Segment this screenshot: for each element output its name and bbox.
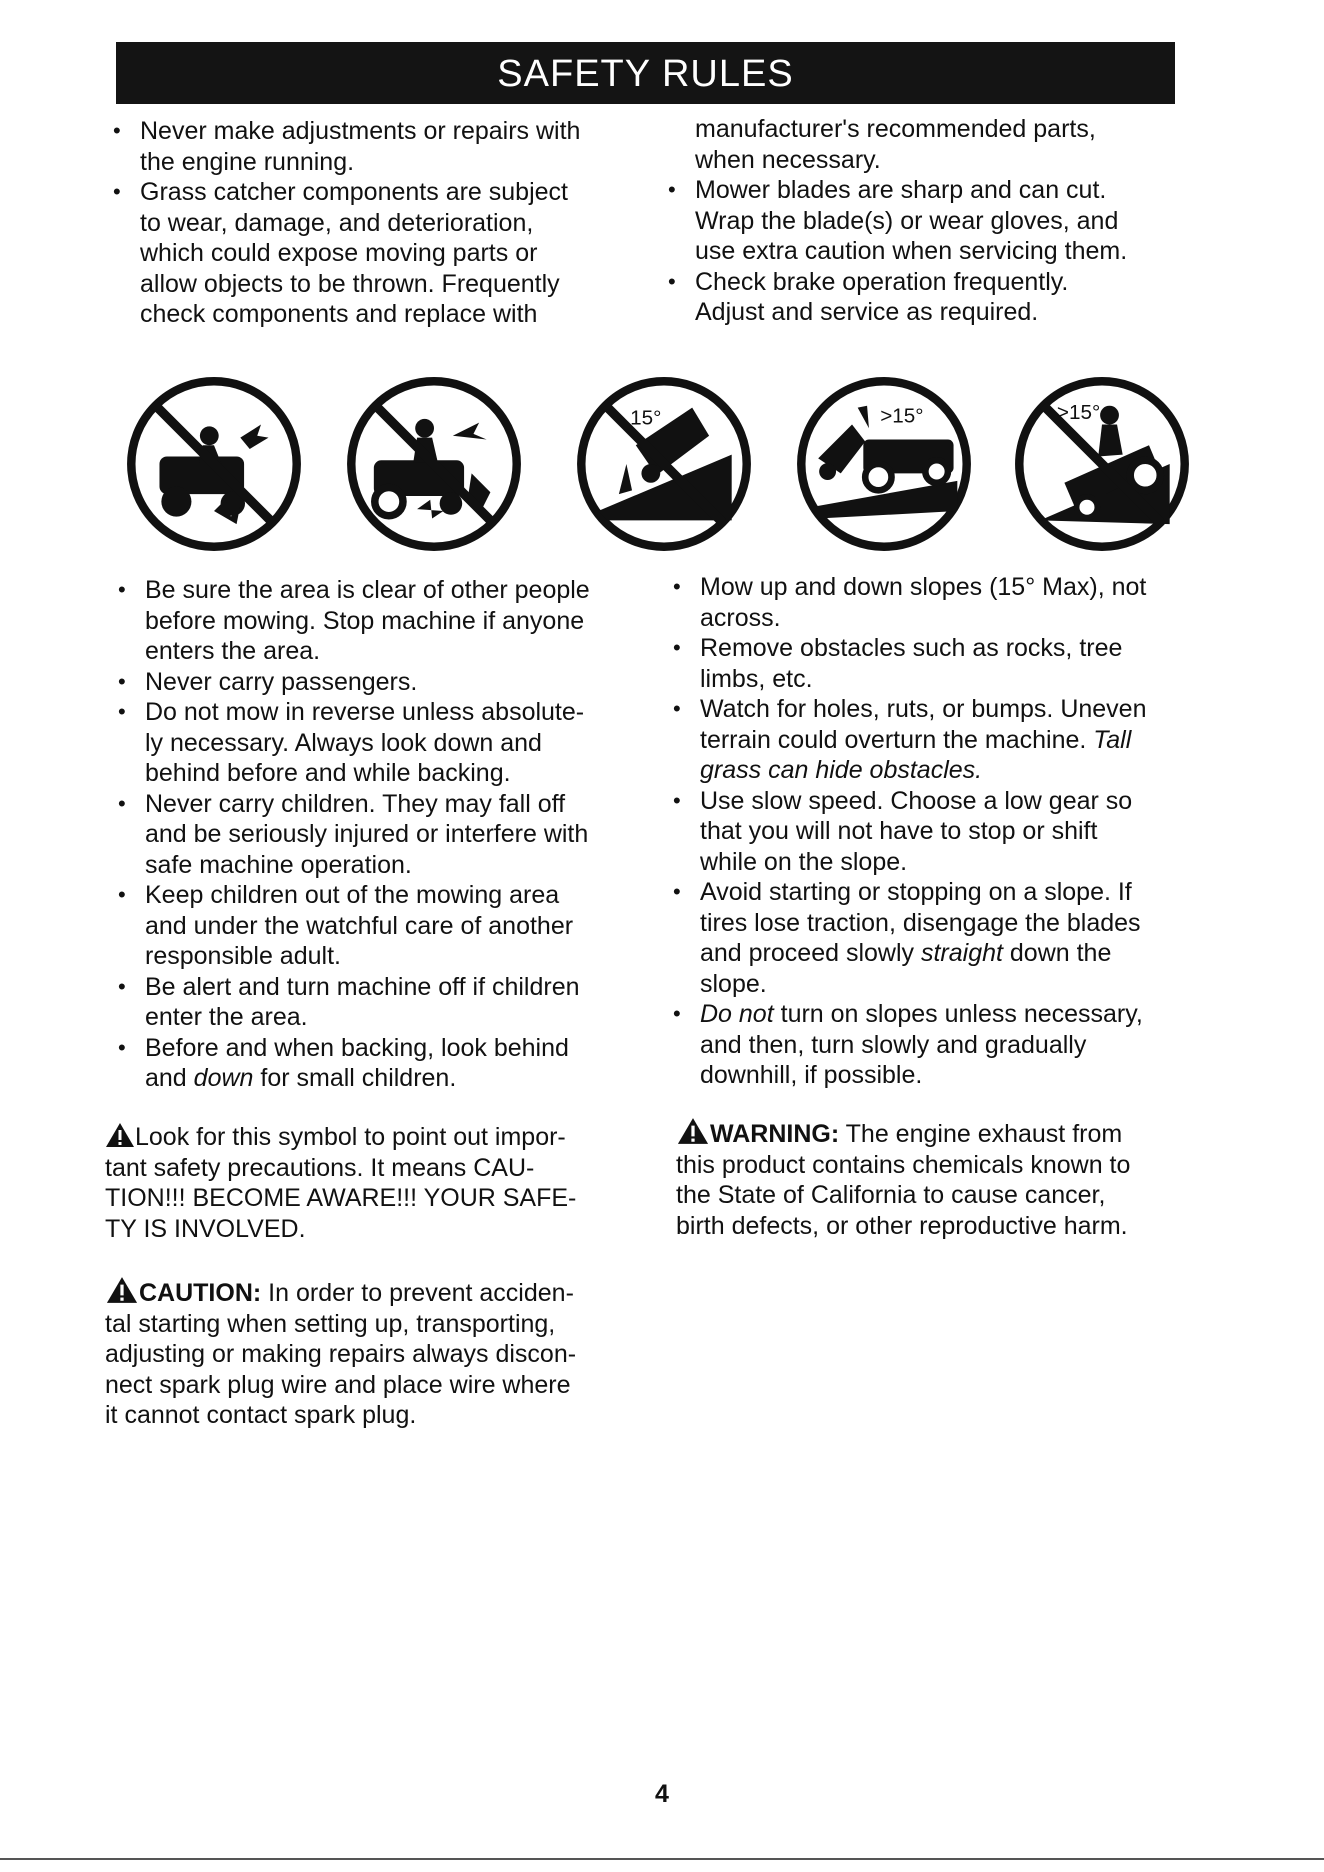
bullet-continuation: enters the area. [145, 637, 321, 665]
bullet-item: • Watch for holes, ruts, or bumps. Uneven [665, 694, 1210, 725]
slope-angle-label: >15° [1056, 400, 1101, 424]
slope-overturn-icon [790, 370, 978, 558]
no-passenger-blade-icon [120, 370, 308, 558]
no-slope-tip-icon [570, 370, 758, 558]
note-line: this product contains chemicals known to [676, 1150, 1131, 1179]
safety-icons-row [120, 360, 1210, 570]
section-header [116, 42, 1175, 104]
bullet-continuation: downhill, if possible. [700, 1061, 923, 1089]
bullet-continuation: which could expose moving parts or [140, 239, 538, 267]
bullet-continuation: before mowing. Stop machine if anyone [145, 606, 585, 635]
bullet-item: • Grass catcher components are subject [105, 177, 645, 208]
note-line: TION!!! BECOME AWARE!!! YOUR SAFE- [105, 1184, 577, 1212]
top-right-column [660, 114, 1205, 328]
bullet-continuation: while on the slope. [700, 847, 908, 876]
mid-right-column [665, 572, 1210, 1091]
caution-label: CAUTION: [139, 1279, 262, 1307]
bullet-continuation: behind before and while backing. [145, 759, 511, 787]
bullet-continuation: that you will not have to stop or shift [700, 817, 1098, 845]
bullet-continuation [665, 725, 1210, 756]
bullet-continuation: use extra caution when servicing them. [695, 237, 1128, 265]
note-line: the State of California to cause cancer, [676, 1181, 1106, 1209]
text-segment: down the [1002, 939, 1112, 967]
text-segment: and [145, 1064, 194, 1092]
bullet-item: • Be alert and turn machine off if children [110, 972, 655, 1003]
note-line: Look for this symbol to point out impor- [135, 1123, 566, 1151]
mid-left-column [110, 575, 655, 1094]
bullet-item: • Check brake operation frequently. [660, 267, 1205, 298]
bullet-item: • Mower blades are sharp and can cut. [660, 175, 1205, 206]
bullet-item: • Mow up and down slopes (15° Max), not [665, 572, 1210, 603]
bullet-list [660, 114, 1205, 328]
bullet-continuation: Wrap the blade(s) or wear gloves, and [695, 206, 1119, 235]
bullet-list [665, 572, 1210, 1091]
note-line: TY IS INVOLVED. [105, 1214, 306, 1243]
bullet-item: • Use slow speed. Choose a low gear so [665, 786, 1210, 817]
bullet-item [665, 999, 1210, 1030]
bullet-continuation: responsible adult. [145, 942, 341, 970]
bullet-continuation: check components and replace with [140, 300, 538, 328]
bullet-continuation: across. [700, 603, 781, 632]
text-segment: and proceed slowly [700, 939, 921, 967]
text-segment: turn on slopes unless necessary, [773, 1000, 1143, 1028]
bullet-continuation [665, 938, 1210, 969]
no-reverse-child-icon [340, 370, 528, 558]
warning-triangle-icon [105, 1276, 139, 1304]
top-left-column [105, 116, 645, 330]
emphasis-text: grass can hide obstacles. [700, 756, 983, 784]
bullet-continuation: and then, turn slowly and gradually [700, 1030, 1087, 1059]
emphasis-text: Do not [700, 1000, 774, 1028]
bullet-item: • Before and when backing, look behind [110, 1033, 655, 1064]
note-line: adjusting or making repairs always discon- [105, 1340, 577, 1368]
bullet-item: • Never make adjustments or repairs with [105, 116, 645, 147]
bullet-continuation: ly necessary. Always look down and [145, 728, 542, 757]
section-title: SAFETY RULES [497, 53, 794, 95]
note-line: tant safety precautions. It means CAU- [105, 1153, 535, 1182]
bullet-item: • Be sure the area is clear of other people [110, 575, 655, 606]
emphasis-text: straight [920, 939, 1003, 967]
bullet-continuation: allow objects to be thrown. Frequently [140, 269, 560, 298]
bullet-continuation: when necessary. [695, 145, 881, 174]
bullet-continuation: slope. [700, 969, 767, 998]
bullet-item: • Do not mow in reverse unless absolute- [110, 697, 655, 728]
note-line: In order to prevent acciden- [261, 1279, 574, 1307]
emphasis-text: down [193, 1064, 254, 1092]
note-line: nect spark plug wire and place wire where [105, 1370, 571, 1399]
safety-symbol-note [105, 1122, 650, 1244]
bullet-continuation: and be seriously injured or interfere with [145, 820, 589, 848]
bullet-continuation: manufacturer's recommended parts, [695, 115, 1096, 143]
bullet-continuation [665, 755, 1210, 786]
no-steep-slope-icon [1008, 370, 1196, 558]
note-line: tal starting when setting up, transporting, [105, 1309, 556, 1338]
note-line: The engine exhaust from [839, 1120, 1123, 1148]
note-line: it cannot contact spark plug. [105, 1401, 417, 1429]
emphasis-text: Tall [1093, 725, 1132, 754]
bullet-continuation: enter the area. [145, 1003, 308, 1031]
bullet-item: • Remove obstacles such as rocks, tree [665, 633, 1210, 664]
bullet-item: • Never carry passengers. [110, 667, 655, 698]
warning-label: WARNING: [710, 1120, 840, 1148]
bullet-list [110, 575, 655, 1094]
bullet-continuation: the engine running. [140, 147, 355, 176]
bullet-item: • Never carry children. They may fall off [110, 789, 655, 820]
caution-note [105, 1276, 650, 1431]
bullet-list [105, 116, 645, 330]
bullet-continuation [110, 1063, 655, 1094]
bullet-continuation: tires lose traction, disengage the blades [700, 908, 1141, 937]
bullet-continuation: safe machine operation. [145, 850, 412, 879]
text-segment: terrain could overturn the machine. [700, 725, 1094, 754]
bullet-continuation: Adjust and service as required. [695, 298, 1039, 326]
bullet-continuation: to wear, damage, and deterioration, [140, 208, 534, 237]
warning-triangle-icon [676, 1117, 710, 1145]
warning-note [676, 1117, 1211, 1241]
note-line: birth defects, or other reproductive harm. [676, 1211, 1128, 1240]
bullet-item: • Keep children out of the mowing area [110, 880, 655, 911]
bullet-continuation: and under the watchful care of another [145, 911, 574, 940]
slope-angle-label: >15° [880, 404, 924, 428]
slope-angle-label: 15° [630, 406, 662, 430]
warning-triangle-icon [105, 1122, 135, 1148]
page-number: 4 [655, 1780, 669, 1808]
bullet-item: • Avoid starting or stopping on a slope. If [665, 877, 1210, 908]
footer-divider [0, 1858, 1324, 1860]
bullet-continuation: limbs, etc. [700, 664, 813, 693]
text-segment: for small children. [253, 1064, 457, 1092]
